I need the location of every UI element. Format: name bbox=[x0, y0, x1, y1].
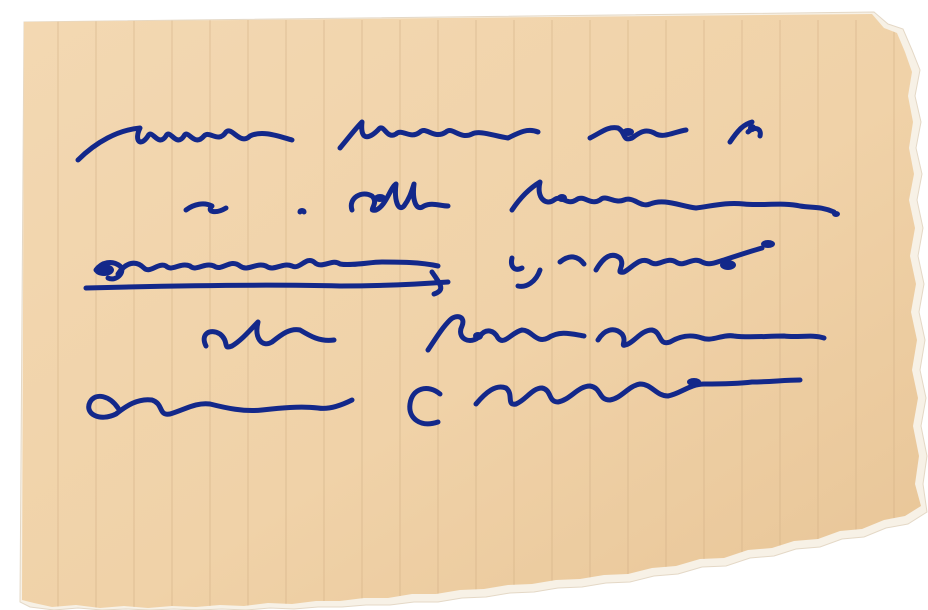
paper-sheet bbox=[22, 14, 921, 608]
